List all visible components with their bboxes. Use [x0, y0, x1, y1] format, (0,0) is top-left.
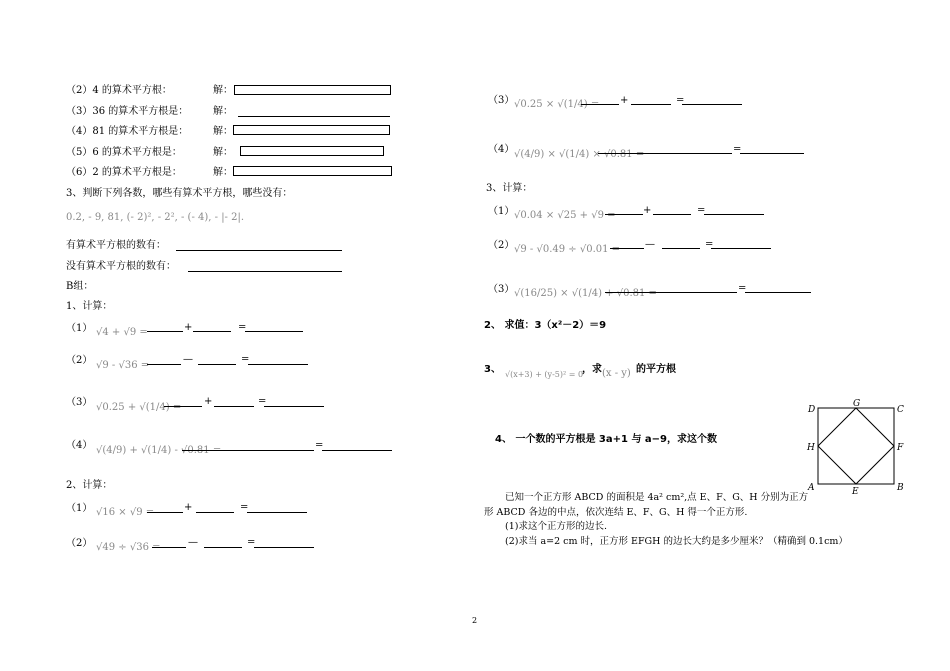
- calc3-1-num: （1）: [488, 206, 515, 217]
- square-efgh: [818, 408, 894, 484]
- q3-prefix: 3、: [484, 364, 501, 375]
- calc1-4-expr: √(4/9) + √(1/4) - √0.81 =: [96, 445, 222, 456]
- no-root-line[interactable]: [188, 271, 342, 272]
- item-5-label: （5）6 的算术平方根是：: [66, 147, 182, 158]
- r-top-3-num: （3）: [488, 95, 515, 106]
- item-5-jie: 解：: [213, 147, 233, 158]
- para-line-4: (2)求当 a=2 cm 时，正方形 EFGH 的边长大约是多少厘米？（精确到 0.1cm）: [505, 536, 848, 547]
- label-d: D: [808, 405, 816, 415]
- item-6-jie: 解：: [213, 167, 233, 178]
- answer-box-4[interactable]: [233, 125, 390, 135]
- label-b: B: [897, 483, 904, 493]
- calc1-2-expr: √9 - √36 =: [96, 360, 150, 371]
- calc1-1-num: （1）: [66, 323, 93, 334]
- para-line-1: 已知一个正方形 ABCD 的面积是 4a² cm²,点 E、F、G、H 分别为正方: [505, 492, 809, 503]
- calc2-1-blank-a[interactable]: [147, 512, 183, 513]
- answer-line-3[interactable]: [238, 116, 390, 117]
- r-top-3-blank-b[interactable]: [631, 104, 671, 105]
- r-top-4-blank-a[interactable]: [598, 153, 732, 154]
- calc3-3-blank-b[interactable]: [745, 292, 811, 293]
- q3-numbers: 0.2, - 9, 81, (- 2)², - 2², - (- 4), - |- 2|.: [66, 212, 245, 223]
- calc1-3-expr: √0.25 + √(1/4) =: [96, 402, 182, 413]
- calc2-1-expr: √16 × √9 =: [96, 507, 155, 518]
- calc2-1-blank-b[interactable]: [196, 512, 234, 513]
- r-top-3-blank-c[interactable]: [682, 104, 742, 105]
- calc3-1-blank-c[interactable]: [704, 214, 764, 215]
- q2-text: 2、 求值：3（x²－2）＝9: [484, 320, 607, 331]
- calc1-1-blank-a[interactable]: [147, 331, 183, 332]
- item-2-label: （2）4 的算术平方根：: [66, 85, 172, 96]
- q3-suffix: 的平方根: [636, 364, 676, 375]
- calc3-title: 3、计算：: [486, 183, 533, 194]
- calc2-1-num: （1）: [66, 503, 93, 514]
- calc1-4-blank-a[interactable]: [182, 450, 314, 451]
- calc2-2-blank-a[interactable]: [152, 547, 186, 548]
- label-a: A: [808, 483, 815, 493]
- calc3-2-expr: √9 - √0.49 ÷ √0.01 =: [514, 244, 621, 255]
- calc2-1-blank-c[interactable]: [247, 512, 307, 513]
- label-c: C: [897, 405, 904, 415]
- calc3-3-num: （3）: [488, 284, 515, 295]
- group-b-label: B组：: [66, 281, 94, 292]
- r-top-3-expr: √0.25 × √(1/4) =: [514, 99, 600, 110]
- calc1-1-expr: √4 + √9 =: [96, 327, 148, 338]
- r-top-4-num: （4）: [488, 144, 515, 155]
- item-3-label: （3）36 的算术平方根是：: [66, 106, 189, 117]
- calc2-2-expr: √49 ÷ √36 =: [96, 542, 161, 553]
- calc2-2-blank-b[interactable]: [204, 547, 242, 548]
- answer-box-5[interactable]: [240, 146, 384, 156]
- has-root-line[interactable]: [176, 250, 342, 251]
- label-e: E: [852, 487, 859, 497]
- para-line-3: (1)求这个正方形的边长.: [505, 521, 607, 532]
- page-number: 2: [472, 616, 478, 625]
- r-top-4-expr: √(4/9) × √(1/4) × √0.81 =: [514, 149, 645, 160]
- item-2-jie: 解：: [213, 85, 233, 96]
- calc1-1-blank-b[interactable]: [193, 331, 231, 332]
- item-4-jie: 解：: [213, 126, 233, 137]
- q3-mid: ，求: [582, 364, 602, 375]
- calc1-3-num: （3）: [66, 397, 93, 408]
- item-4-label: （4）81 的算术平方根是：: [66, 126, 189, 137]
- calc2-2-num: （2）: [66, 538, 93, 549]
- square-figure: [800, 398, 910, 498]
- has-root-label: 有算术平方根的数有：: [66, 240, 166, 251]
- r-top-4-blank-b[interactable]: [740, 153, 804, 154]
- calc1-2-blank-c[interactable]: [248, 364, 308, 365]
- para-line-2: 形 ABCD 各边的中点，依次连结 E、F、G、H 得一个正方形.: [484, 507, 748, 518]
- item-6-label: （6）2 的算术平方根是：: [66, 167, 182, 178]
- calc1-1-blank-c[interactable]: [245, 331, 303, 332]
- answer-box-6[interactable]: [233, 166, 392, 176]
- item-3-jie: 解：: [213, 106, 233, 117]
- calc1-4-num: （4）: [66, 440, 93, 451]
- label-g: G: [853, 399, 861, 409]
- label-h: H: [807, 443, 815, 453]
- q3-title: 3、判断下列各数，哪些有算术平方根，哪些没有：: [66, 188, 293, 199]
- calc1-3-blank-a[interactable]: [164, 406, 202, 407]
- calc3-2-blank-a[interactable]: [610, 248, 644, 249]
- no-root-label: 没有算术平方根的数有：: [66, 261, 176, 272]
- calc1-title: 1、计算：: [66, 301, 113, 312]
- q3-expr2: (x - y): [602, 368, 631, 379]
- calc2-title: 2、计算：: [66, 480, 113, 491]
- square-abcd: [818, 408, 894, 484]
- answer-box-2[interactable]: [234, 85, 391, 95]
- calc3-2-blank-b[interactable]: [662, 248, 700, 249]
- calc3-1-expr: √0.04 × √25 + √9 =: [514, 210, 616, 221]
- calc3-3-blank-a[interactable]: [605, 292, 737, 293]
- q3-equation: √(x+3) + (y-5)² = 0: [505, 370, 584, 379]
- calc3-1-blank-a[interactable]: [605, 214, 643, 215]
- calc1-2-blank-b[interactable]: [198, 364, 236, 365]
- calc1-4-blank-b[interactable]: [322, 450, 392, 451]
- calc3-2-blank-c[interactable]: [711, 248, 771, 249]
- calc1-2-blank-a[interactable]: [147, 364, 181, 365]
- q4-text: 4、 一个数的平方根是 3a+1 与 a−9，求这个数: [495, 434, 718, 445]
- calc2-2-blank-c[interactable]: [254, 547, 314, 548]
- label-f: F: [897, 443, 904, 453]
- calc3-1-blank-b[interactable]: [653, 214, 691, 215]
- r-top-3-blank-a[interactable]: [581, 104, 619, 105]
- calc3-2-num: （2）: [488, 240, 515, 251]
- calc1-3-blank-c[interactable]: [264, 406, 324, 407]
- calc1-2-num: （2）: [66, 355, 93, 366]
- calc3-3-expr: √(16/25) × √(1/4) + √0.81 =: [514, 288, 657, 299]
- calc1-3-blank-b[interactable]: [214, 406, 254, 407]
